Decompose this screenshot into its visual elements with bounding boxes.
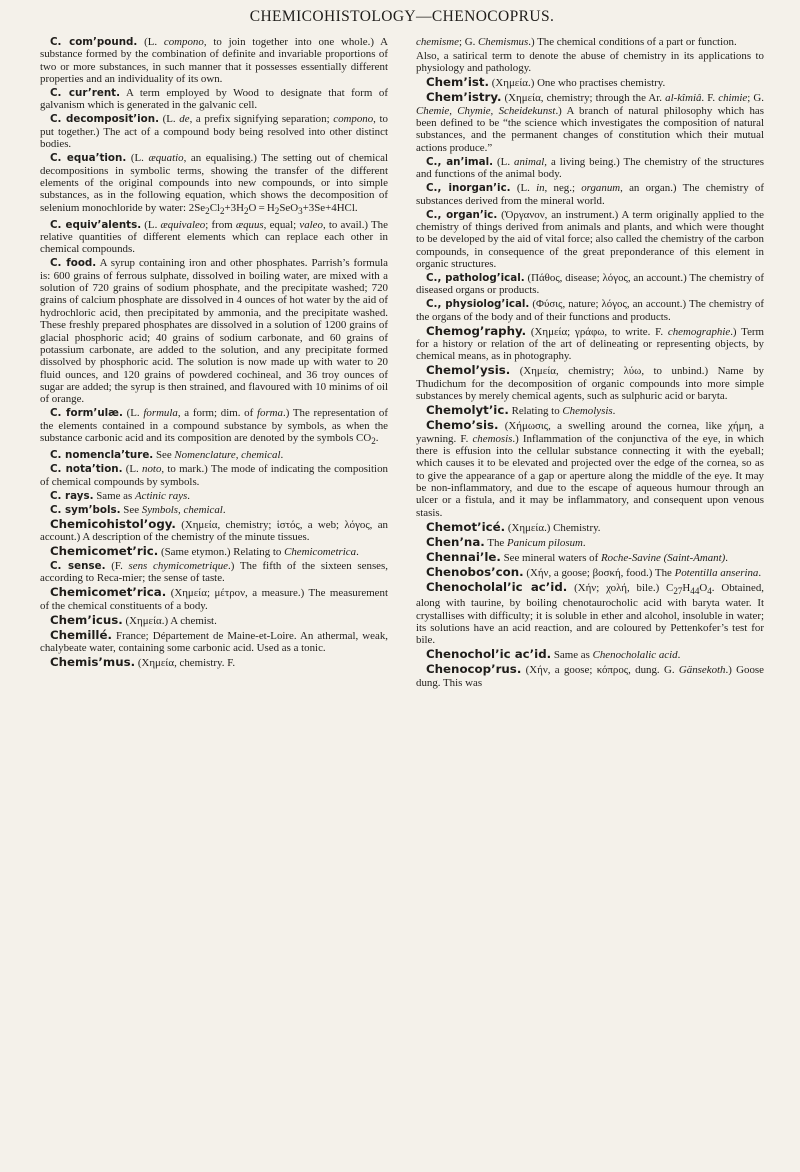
dictionary-entry bbox=[40, 545, 388, 558]
right-column bbox=[416, 36, 764, 691]
entry-headword: C. decomposit’ion. bbox=[50, 113, 160, 126]
entry-headword: C. com’pound. bbox=[50, 36, 138, 48]
entry-definition: (Ὀργανον, an instrument.) A term originally applied to the chemistry of things derived from animals and plants, and which were thought to be developed by the aid of vital force; also called the chemistry of the carbon compounds, in consequence of the great preponderance of this element in organic structures. bbox=[416, 208, 764, 270]
entry-headword: C. equiv’alents. bbox=[50, 218, 142, 231]
entry-headword: Chenocop’rus. bbox=[426, 662, 522, 677]
dictionary-entry bbox=[40, 614, 388, 627]
dictionary-entry bbox=[416, 36, 764, 48]
entry-headword: C. rays. bbox=[50, 489, 94, 502]
entry-definition: chemisme; G. Chemismus.) The chemical conditions of a part or function. bbox=[416, 36, 737, 48]
left-column bbox=[40, 36, 388, 691]
entry-definition: Also, a satirical term to denote the abuse of chemistry in its applications to physiology and pathology. bbox=[416, 50, 764, 75]
entry-headword: Chemis’mus. bbox=[50, 655, 136, 670]
entry-definition: (Χήν; χολή, bile.) $C_{27}H_{44}O_4$. Obtained, along with taurine, by boiling chenotaurocholic acid with baryta water. It crystallises with difficulty; it is soluble in ether and alcohol, insoluble in water; its solutions have an acid reaction, and are coloured by Pettenkofer’s test for bile. bbox=[416, 581, 764, 647]
entry-headword: C., an’imal. bbox=[426, 155, 494, 168]
dictionary-entry bbox=[40, 152, 388, 217]
entry-headword: C., organ’ic. bbox=[426, 208, 498, 221]
entry-definition: (Χημεία, chemistry; ἱστός, a web; λόγος, an account.) A description of the chemistry of the minute tissues. bbox=[40, 518, 388, 543]
entry-definition: (Χημεία; γράφω, to write. F. chemographie.) Term for a history or relation of the art of delineating or representing objects, by chemical means, as in photography. bbox=[416, 325, 764, 363]
entry-definition: (L. de, a prefix signifying separation; compono, to put together.) The act of a compound body being resolved into other distinct bodies. bbox=[40, 113, 388, 151]
entry-definition: (L. formula, a form; dim. of forma.) The representation of the elements contained in a compound substance by symbols, as when the substance carbonic acid and its composition are denoted by the symbols $CO_2$. bbox=[40, 407, 389, 447]
entry-definition: (Πάθος, disease; λόγος, an account.) The chemistry of diseased organs or products. bbox=[416, 272, 764, 297]
dictionary-entry bbox=[40, 407, 388, 447]
entry-definition: (Χημεία.) Chemistry. bbox=[507, 521, 601, 534]
entry-definition: See mineral waters of Roche-Savine (Saint-Amant). bbox=[503, 551, 729, 564]
entry-headword: Chenocholal’ic ac’id. bbox=[426, 579, 568, 594]
entry-headword: Chem’icus. bbox=[50, 612, 123, 627]
entry-definition: (Χημεία.) One who practises chemistry. bbox=[491, 77, 666, 90]
entry-definition: A term employed by Wood to designate that form of galvanism which is generated in the galvanic cell. bbox=[40, 87, 388, 112]
entry-definition: (L. noto, to mark.) The mode of indicating the composition of chemical compounds by symbols. bbox=[40, 463, 388, 488]
entry-headword: C., inorgan’ic. bbox=[426, 182, 511, 195]
entry-headword: C. form’ulæ. bbox=[50, 407, 123, 420]
entry-definition: France; Département de Maine-et-Loire. An athermal, weak, chalybeate water, containing some carbonic acid. Used as a tonic. bbox=[40, 629, 388, 655]
dictionary-entry bbox=[416, 521, 764, 534]
dictionary-entry bbox=[40, 257, 388, 405]
entry-headword: Chen’na. bbox=[426, 534, 485, 549]
entry-definition: Same as Actinic rays. bbox=[96, 489, 191, 502]
entry-definition: (L. in, neg.; organum, an organ.) The chemistry of substances derived from the mineral world. bbox=[416, 182, 764, 207]
entry-definition: (Χήμωσις, a swelling around the cornea, like χήμη, a yawning. F. chemosis.) Inflammation of the conjunctiva of the eye, in which there is effusion into the cellular substance connecting it with the eyeball; which causes it to be elevated and projected over the edge of the cornea, so as to give the appearance of a gap or aperture along the middle of the eye. It may be non-inflammatory, and due to the escape of aqueous humour through an ulcer or a fistula, and it may be inflammatory, and consequent upon venous stasis. bbox=[416, 420, 764, 519]
dictionary-entry bbox=[416, 182, 764, 207]
dictionary-entry bbox=[40, 449, 388, 461]
dictionary-entry bbox=[416, 325, 764, 363]
entry-definition: (F. sens chymicometrique.) The fifth of the sixteen senses, according to Reca-mier; the sense of taste. bbox=[40, 560, 388, 585]
entry-headword: C. food. bbox=[50, 257, 97, 270]
entry-definition: (Χημεία.) A chemist. bbox=[125, 614, 217, 627]
entry-headword: Chemolyt’ic. bbox=[426, 403, 509, 418]
dictionary-entry bbox=[40, 629, 388, 655]
entry-definition: See Symbols, chemical. bbox=[123, 503, 226, 516]
dictionary-entry bbox=[40, 518, 388, 544]
dictionary-entry bbox=[416, 156, 764, 181]
entry-definition: (Χημεία; μέτρον, a measure.) The measurement of the chemical constituents of a body. bbox=[40, 587, 388, 612]
entry-definition: The Panicum pilosum. bbox=[487, 536, 586, 549]
dictionary-entry bbox=[416, 581, 764, 647]
dictionary-entry bbox=[416, 209, 764, 271]
entry-headword: Chemillé. bbox=[50, 627, 112, 642]
entry-headword: C., physiolog’ical. bbox=[426, 298, 530, 311]
entry-definition: (Χήν, a goose; βοσκή, food.) The Potentilla anserina. bbox=[526, 566, 762, 579]
entry-definition: (Φύσις, nature; λόγος, an account.) The chemistry of the organs of the body and of their functions and products. bbox=[416, 298, 764, 323]
entry-definition: (Χημεία, chemistry; through the Ar. al-kîmiâ. F. chimie; G. Chemie, Chymie, Scheidekunst.) A branch of natural philosophy which has been defined to be “the science which investigates the composition of natural substances, and the permanent changes of constitution which their mutual actions produce.” bbox=[416, 92, 764, 154]
dictionary-entry bbox=[416, 404, 764, 417]
dictionary-entry bbox=[40, 560, 388, 585]
entry-definition: (Χήν, a goose; κόπρος, dung. G. Gänsekoth.) Goose dung. This was bbox=[416, 664, 764, 689]
entry-headword: Chemot’icé. bbox=[426, 519, 506, 534]
entry-definition: Same as Chenocholalic acid. bbox=[553, 649, 681, 662]
entry-headword: C. cur’rent. bbox=[50, 87, 120, 100]
dictionary-entry bbox=[416, 298, 764, 323]
entry-definition: (L. æquatio, an equalising.) The setting out of chemical decompositions in symbolic terms, showing the transfer of the different elements of the original compounds into new compounds, or into simple substances, as in the following equation, which shows the decomposition of selenium monochloride by water: $2Se_2Cl_2+3H_2O = H_2SeO_3+3Se+4HCl$. bbox=[40, 152, 388, 216]
dictionary-entry bbox=[416, 536, 764, 549]
dictionary-entry bbox=[40, 463, 388, 488]
columns bbox=[40, 36, 764, 691]
entry-definition: See Nomenclature, chemical. bbox=[155, 449, 284, 462]
entry-headword: C., patholog’ical. bbox=[426, 272, 525, 284]
dictionary-entry bbox=[416, 50, 764, 75]
dictionary-entry bbox=[416, 551, 764, 564]
dictionary-entry bbox=[416, 419, 764, 519]
entry-headword: Chemicomet’ric. bbox=[50, 544, 159, 558]
entry-headword: C. nota’tion. bbox=[50, 463, 123, 476]
dictionary-entry bbox=[416, 272, 764, 297]
dictionary-entry bbox=[416, 566, 764, 579]
running-head: CHEMICOHISTOLOGY—CHENOCOPRUS. bbox=[249, 8, 555, 25]
entry-headword: Chemog’raphy. bbox=[426, 323, 527, 338]
dictionary-entry bbox=[416, 76, 764, 89]
dictionary-entry bbox=[40, 219, 388, 256]
entry-headword: Chemicohistol’ogy. bbox=[50, 516, 176, 531]
entry-definition: (Χημεία, chemistry; λύω, to unbind.) Name by Thudichum for the decomposition of organic compounds into more simple substances by merely chemical agents, such as sulphuric acid or baryta. bbox=[416, 365, 764, 403]
entry-headword: Chemol’ysis. bbox=[426, 363, 511, 378]
entry-definition: (L. compono, to join together into one whole.) A substance formed by the combination of definite and invariable proportions of two or more substances, in such manner that it possesses essentially different properties and an individuality of its own. bbox=[40, 36, 388, 86]
entry-headword: C. equa’tion. bbox=[50, 152, 127, 165]
entry-headword: Chemicomet’rica. bbox=[50, 585, 167, 600]
dictionary-entry bbox=[416, 648, 764, 661]
entry-headword: Chem’istry. bbox=[426, 90, 502, 105]
dictionary-entry bbox=[40, 87, 388, 112]
entry-definition: (L. æquivaleo; from æquus, equal; valeo, to avail.) The relative quantities of different elements which can replace each other in chemical compounds. bbox=[40, 218, 388, 256]
entry-headword: Chennai’le. bbox=[426, 549, 501, 564]
dictionary-entry bbox=[40, 656, 388, 669]
entry-headword: Chem’ist. bbox=[426, 75, 490, 90]
dictionary-entry bbox=[40, 504, 388, 516]
entry-headword: Chenochol’ic ac’id. bbox=[426, 647, 552, 662]
dictionary-entry bbox=[40, 586, 388, 612]
dictionary-entry bbox=[416, 364, 764, 402]
entry-headword: Chemo’sis. bbox=[426, 418, 499, 433]
entry-definition: (Same etymon.) Relating to Chemicometrica. bbox=[160, 546, 359, 558]
entry-definition: (L. animal, a living being.) The chemistry of the structures and functions of the animal body. bbox=[416, 155, 764, 181]
dictionary-entry bbox=[416, 663, 764, 689]
entry-definition: (Χημεία, chemistry. F. bbox=[137, 657, 236, 670]
entry-headword: Chenobos’con. bbox=[426, 564, 524, 579]
entry-headword: C. sense. bbox=[50, 560, 106, 573]
entry-definition: Relating to Chemolysis. bbox=[511, 405, 616, 418]
entry-headword: C. sym’bols. bbox=[50, 503, 121, 516]
dictionary-entry bbox=[40, 36, 388, 85]
dictionary-entry bbox=[416, 91, 764, 154]
entry-definition: A syrup containing iron and other phosphates. Parrish’s formula is: 600 grains of ferrous sulphate, dissolved in boiling water, are mixed with a solution of 720 grains of sodium phosphate, and the precipitate washed; 720 grains of calcium phosphate are dissolved in 4 ounces of hot water by the aid of hydrochloric acid, then precipitated by ammonia, and the precipitate washed. These freshly prepared phosphates are dissolved in a solution of 1200 grains of glacial phosphoric acid; 40 grains of sodium carbonate, and 60 grains of potassium carbonate, are added to the solution, and any precipitate formed dissolved by phosphoric acid. The solution is now made up with water to 20 fluid ounces, and 120 grains of powdered cochineal, and 36 troy ounces of sugar are added; the syrup is then strained, and flavoured with 10 minims of oil of orange. bbox=[40, 257, 388, 406]
entry-headword: C. nomencla’ture. bbox=[50, 449, 154, 462]
dictionary-entry bbox=[40, 490, 388, 502]
dictionary-entry bbox=[40, 113, 388, 150]
